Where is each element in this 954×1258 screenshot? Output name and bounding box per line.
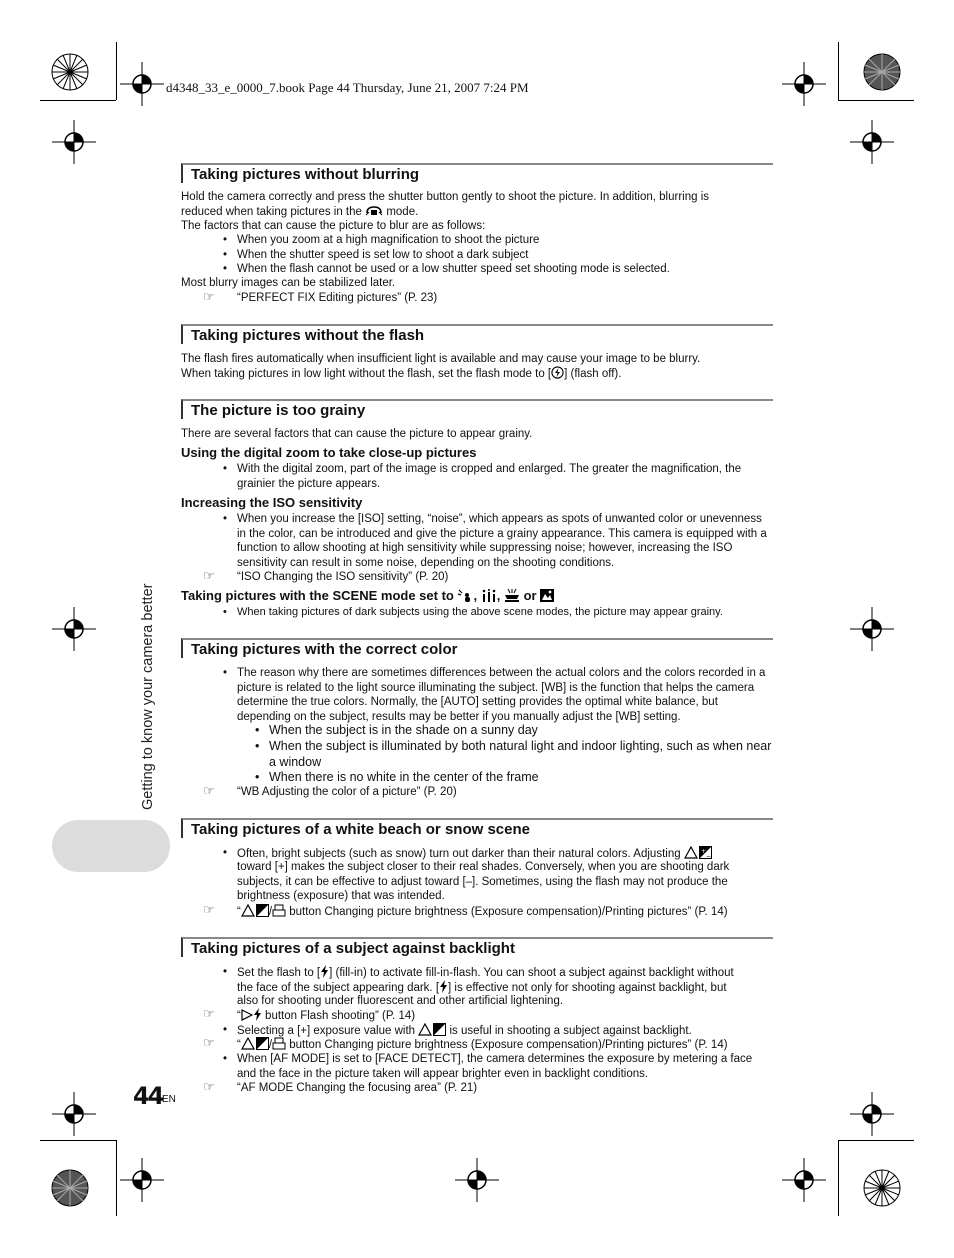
svg-text:−: −	[705, 853, 711, 859]
grainy-subheading-iso: Increasing the ISO sensitivity	[181, 495, 363, 510]
grainy-subheading-scene: Taking pictures with the SCENE mode set to , , or	[181, 588, 554, 603]
registration-mark-icon	[455, 1158, 499, 1202]
section-title-color: Taking pictures with the correct color	[181, 638, 773, 658]
registration-mark-icon	[782, 1158, 826, 1202]
list-item: • When taking pictures of dark subjects using the above scene modes, the picture may appear grainy.	[223, 605, 723, 620]
list-item: • With the digital zoom, part of the image is cropped and enlarged. The greater the magnification, the grainier the picture appears.	[223, 462, 773, 491]
backlight-bullet-1-line-3: also for shooting under fluorescent and other artificial lightening.	[237, 995, 564, 1007]
blur-reference-link[interactable]: “PERFECT FIX Editing pictures” (P. 23)	[237, 292, 438, 304]
section-title-flash: Taking pictures without the flash	[181, 324, 773, 344]
registration-mark-icon	[120, 1158, 164, 1202]
flash-icon	[253, 1008, 262, 1021]
star-target-icon	[50, 1168, 90, 1208]
registration-mark-icon	[850, 1092, 894, 1136]
print-icon	[272, 904, 286, 917]
registration-mark-icon	[52, 607, 96, 651]
reference-hand-icon: ☞	[203, 902, 215, 917]
star-target-icon	[50, 52, 90, 92]
list-item: • The reason why there are sometimes differences between the actual colors and the colors recorded in a picture is related to the light source illuminating the subject. [WB] is the function that helps the camera determine the true colors. Normally, the [AUTO] setting provides the optimal white balance, but depending on the subject, results may be better if you manually adjust the [WB] setting.	[223, 666, 773, 724]
iso-reference-link[interactable]: “ISO Changing the ISO sensitivity” (P. 20)	[237, 571, 449, 583]
grainy-intro: There are several factors that can cause the picture to appear grainy.	[181, 428, 533, 440]
stabilize-mode-icon	[365, 204, 383, 217]
right-arrow-icon	[241, 1009, 253, 1021]
reference-hand-icon: ☞	[203, 783, 215, 798]
section-title-beach: Taking pictures of a white beach or snow scene	[181, 818, 773, 838]
list-item: • When you increase the [ISO] setting, “noise”, which appears as spots of unwanted color or unevenness in the color, can be introduced and give the picture a grainy appearance. This camera is equipped with a function to allow shooting at high sensitivity while suppressing noise; however, increasing the ISO sensitivity can result in some noise, depending on the shooting conditions.	[223, 512, 773, 570]
blur-paragraph-2: The factors that can cause the picture to blur are as follows:	[181, 220, 486, 232]
section-title-backlight: Taking pictures of a subject against backlight	[181, 937, 773, 957]
up-exposure-icon	[418, 1023, 446, 1036]
blur-paragraph-3: Most blurry images can be stabilized later.	[181, 277, 396, 289]
flash-paragraph-2: When taking pictures in low light without the flash, set the flash mode to [ ] (flash off).	[181, 368, 622, 380]
print-icon	[272, 1037, 286, 1050]
book-header-line: d4348_33_e_0000_7.book Page 44 Thursday, June 21, 2007 7:24 PM	[166, 80, 529, 95]
page-number: 44	[133, 1082, 163, 1110]
page-language: EN	[162, 1094, 176, 1105]
list-item: • Selecting a [+] exposure value with is useful in shooting a subject against backlight.	[223, 1023, 692, 1039]
list-item: • When the subject is in the shade on a sunny day	[255, 723, 538, 739]
list-item: • When the flash cannot be used or a low shutter speed set shooting mode is selected.	[223, 262, 670, 277]
flash-icon	[320, 965, 329, 978]
grainy-subheading-zoom: Using the digital zoom to take close-up pictures	[181, 445, 477, 460]
beach-bullet-continued: toward [+] makes the subject closer to their real shades. Conversely, when you are shooting dark subjects, it can be effective to adjust toward [–]. Sometimes, using the flash may not produce the brightness (exposure) that was intended.	[237, 861, 730, 903]
scene-night-portrait-icon	[457, 589, 473, 602]
wb-reference-link[interactable]: “WB Adjusting the color of a picture” (P. 20)	[237, 786, 457, 798]
chapter-tab	[52, 820, 170, 872]
list-item: • When the shutter speed is set low to shoot a dark subject	[223, 248, 529, 263]
scene-candle-icon	[481, 589, 497, 602]
scene-indoor-icon	[504, 589, 520, 602]
chapter-side-label: Getting to know your camera better	[140, 583, 156, 810]
up-exposure-icon	[241, 904, 269, 917]
list-item: • When [AF MODE] is set to [FACE DETECT], the camera determines the exposure by metering a face and the face in the picture taken will appear brighter even in backlight conditions.	[223, 1052, 773, 1081]
up-exposure-icon	[241, 1037, 269, 1050]
backlight-bullet-1-line-2: the face of the subject appearing dark. [ ] is effective not only for shooting against backlight, but	[237, 982, 727, 994]
up-exposure-icon	[684, 846, 712, 859]
reference-hand-icon: ☞	[203, 1079, 215, 1094]
registration-mark-icon	[52, 1092, 96, 1136]
list-item: • Often, bright subjects (such as snow) turn out darker than their natural colors. Adjusting + −	[223, 846, 712, 862]
blur-paragraph-1a: Hold the camera correctly and press the shutter button gently to shoot the picture. In addition, blurring is	[181, 191, 710, 203]
flash-reference-link[interactable]: “ button Flash shooting” (P. 14)	[237, 1010, 416, 1022]
flash-icon	[439, 980, 448, 993]
registration-mark-icon	[52, 120, 96, 164]
registration-mark-icon	[850, 120, 894, 164]
list-item: • Set the flash to [ ] (fill-in) to activate fill-in-flash. You can shoot a subject against backlight without	[223, 965, 734, 981]
list-item: • When the subject is illuminated by both natural light and indoor lighting, such as when near a window	[255, 739, 775, 770]
exposure-reference-link[interactable]: “ / button Changing picture brightness (Exposure compensation)/Printing pictures” (P. 14)	[237, 906, 728, 918]
registration-mark-icon	[120, 62, 164, 106]
svg-text:+: +	[700, 848, 706, 855]
list-item: • When there is no white in the center of the frame	[255, 770, 539, 786]
flash-paragraph-1: The flash fires automatically when insufficient light is available and may cause your image to be blurry.	[181, 353, 701, 365]
reference-hand-icon: ☞	[203, 1035, 215, 1050]
section-title-grainy: The picture is too grainy	[181, 399, 773, 419]
registration-mark-icon	[850, 607, 894, 651]
star-target-icon	[862, 1168, 902, 1208]
exposure-reference-link-2[interactable]: “ / button Changing picture brightness (Exposure compensation)/Printing pictures” (P. 14)	[237, 1039, 728, 1051]
star-target-icon	[862, 52, 902, 92]
flash-off-icon	[551, 366, 564, 379]
reference-hand-icon: ☞	[203, 289, 215, 304]
blur-paragraph-1b: reduced when taking pictures in the mode.	[181, 206, 419, 218]
scene-museum-icon	[540, 589, 554, 602]
section-title-blur: Taking pictures without blurring	[181, 163, 773, 183]
registration-mark-icon	[782, 62, 826, 106]
reference-hand-icon: ☞	[203, 568, 215, 583]
af-mode-reference-link[interactable]: “AF MODE Changing the focusing area” (P. 21)	[237, 1082, 478, 1094]
reference-hand-icon: ☞	[203, 1006, 215, 1021]
list-item: • When you zoom at a high magnification to shoot the picture	[223, 233, 539, 248]
